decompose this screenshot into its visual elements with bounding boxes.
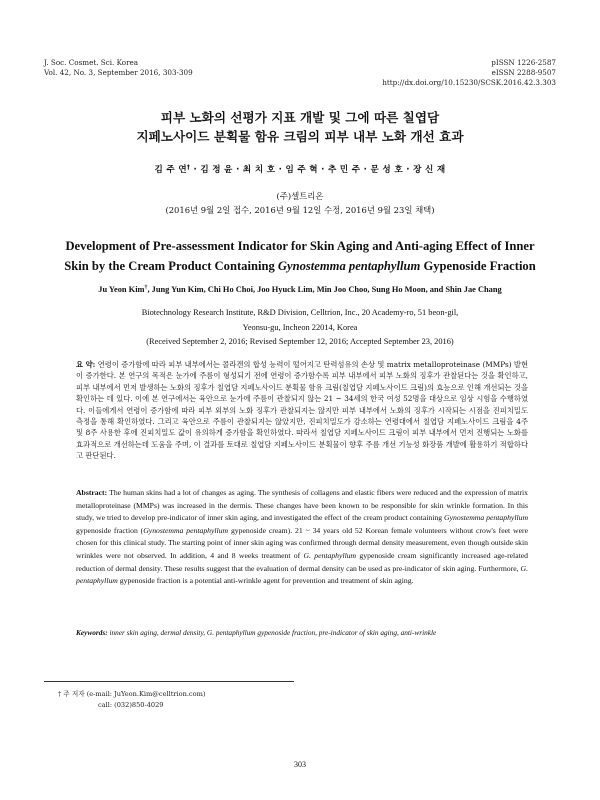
korean-title-line1: 피부 노화의 선평가 지표 개발 및 그에 따른 칠엽담 [160,110,440,125]
eissn: eISSN 2288-9507 [491,68,556,77]
korean-first-author: 김 주 연 [154,165,187,175]
species-name: G. pentaphyllum [303,550,357,560]
abstract-text: The human skins had a lot of changes as aging. The synthesis of collagens and elastic fibers were reduced and the expression of matrix metalloproteinase (MMPs) was increased in the dermis. These changes have been known to be responsible for skin wrinkle formation. In this study, we tried to develop pre-indicator of inner skin aging, and investigated the effect of the cream product containing [76,488,528,523]
korean-affiliation [0,189,600,217]
korean-abstract-text: 연령이 증가함에 따라 피부 내부에서는 콜라겐의 합성 능력이 떨어지고 탄력섬유의 손상 및 matrix metalloproteinase (MMPs) 발현이 증가한다. 본 연구의 목적은 눈가에 주름이 형성되기 전에 연령이 증가함수록 피부 내부에서 피부 노화의 징후가 관찰된다는 것을 확인하고, 피부 내부에서 먼저 발생하는 노화의 징후가 칠엽담 지페노사이드 분획물 함유 크림(칠엽담 지페노사이드 크림)의 효능으로 인해 개선되는 것을 확인하는 데 있다. 이에 본 연구에서는 육안으로 눈가에 주름이 관찰되지 않는 21 ~ 34세의 한국 여성 52명을 대상으로 임상 시험을 수행하였다. 이들에게서 연령이 증가함에 따라 피부 외부의 노화 징후가 관찰되지는 않지만 피부 내부에서 노화의 징후가 시작되는 시점을 진피치밀도 측정을 통해 확인하였다. 그리고 육안으로 주름이 관찰되지는 않았지만, 진피치밀도가 감소하는 연령대에서 칠엽담 지페노사이드 크림을 4주 및 8주 사용한 후에 진피치밀도 값이 유의하게 증가함을 확인하였다. 따라서 칠엽담 지페노사이드 크림이 피부 내부에서 먼저 진행되는 노화를 효과적으로 개선하는데 도움을 주며, 이 결과를 토대로 칠엽담 지페노사이드 분획물이 향후 주름 개선 기능성 화장품 개발에 활용하기 적합하다고 판단된다. [76,360,528,461]
footnote-divider [44,681,294,682]
english-authors [20,285,580,294]
abstract-label: Abstract: [76,488,108,497]
footnote [58,689,205,711]
pissn: pISSN 1226-2587 [491,58,556,67]
english-dates: (Received September 2, 2016; Revised September 12, 2016; Accepted September 23, 2016) [146,337,454,346]
english-abstract [76,487,528,588]
doi-link[interactable]: http://dx.doi.org/10.15230/SCSK.2016.42.3.303 [382,78,556,87]
korean-authors [0,163,600,175]
abstract-text: gypenoside cream). 21 ~ 34 years old 52 Korean female volunteers without crow's feet were chosen for this clinical study. The starting point of inner skin aging was confirmed through dermal density measurement, even though outside skin wrinkles were not observed. In addition, 4 and 8 weeks treatment of [76,525,528,560]
english-affiliation [60,306,540,350]
title-text: Skin by the Cream Product Containing [64,259,278,273]
footnote-call: call: (032)850-4029 [98,701,164,709]
species-name: Gynostemma pentaphyllum [277,259,421,273]
abstract-text: gypenoside cream significantly increased age-related reduction of dermal density. These results suggest that the evaluation of dermal density can be used as pre-indicator of skin aging. Furthermore, [76,550,528,573]
species-name: G. pentaphyllum [76,563,528,586]
corresponding-mark: † [186,164,191,171]
korean-abstract [76,359,528,462]
journal-header [44,58,193,78]
keywords [76,628,528,637]
affiliation-line2: Yeonsu-gu, Incheon 22014, Korea [242,322,358,332]
english-title-line2 [40,256,560,276]
english-other-authors: , Jung Yun Kim, Chi Ho Choi, Joo Hyuck Lim, Min Joo Choo, Sung Ho Moon, and Shin Jae Chang [147,285,502,294]
footnote-email: † 주 저자 (e-mail: JuYeon.Kim@celltrion.com) [58,690,206,698]
korean-title [0,108,600,146]
abstract-text: gypenoside fraction ( [76,525,144,535]
korean-dates: (2016년 9월 2일 접수, 2016년 9월 12일 수정, 2016년 9월 23일 채택) [165,205,435,215]
issn-header [382,58,556,88]
species-name: Gynostemma pentaphyllum [143,525,229,535]
page-number: 303 [294,760,306,769]
english-title-line1: Development of Pre-assessment Indicator for Skin Aging and Anti-aging Effect of Inner [65,239,535,253]
journal-volume: Vol. 42, No. 3, September 2016, 303-309 [44,68,193,77]
english-title [40,236,560,276]
affiliation-line1: Biotechnology Research Institute, R&D Division, Celltrion, Inc., 20 Academy-ro, 51 beon-gil, [141,308,459,317]
korean-other-authors: · 김 정 윤 · 최 치 호 · 임 주 혁 · 추 민 주 · 문 성 호 · 장 신 재 [190,165,446,175]
title-text: Gypenoside Fraction [420,259,536,273]
english-first-author: Ju Yeon Kim [98,285,145,294]
keywords-text: inner skin aging, dermal density, G. pentaphyllum gypenoside fraction, pre-indicator of skin aging, anti-wrinkle [107,628,437,637]
korean-abstract-label: 요 약: [76,360,96,369]
species-name: Gynostemma pentaphyllum [444,513,528,523]
korean-title-line2: 지페노사이드 분획물 함유 크림의 피부 내부 노화 개선 효과 [136,129,464,144]
corresponding-mark: † [144,285,148,291]
korean-affiliation-name: (주)셀트리온 [276,191,324,201]
journal-name: J. Soc. Cosmet. Sci. Korea [44,58,139,67]
abstract-text: gypenoside fraction is a potential anti-wrinkle agent for prevention and treatment of skin aging. [117,576,414,586]
keywords-label: Keywords: [76,628,108,637]
